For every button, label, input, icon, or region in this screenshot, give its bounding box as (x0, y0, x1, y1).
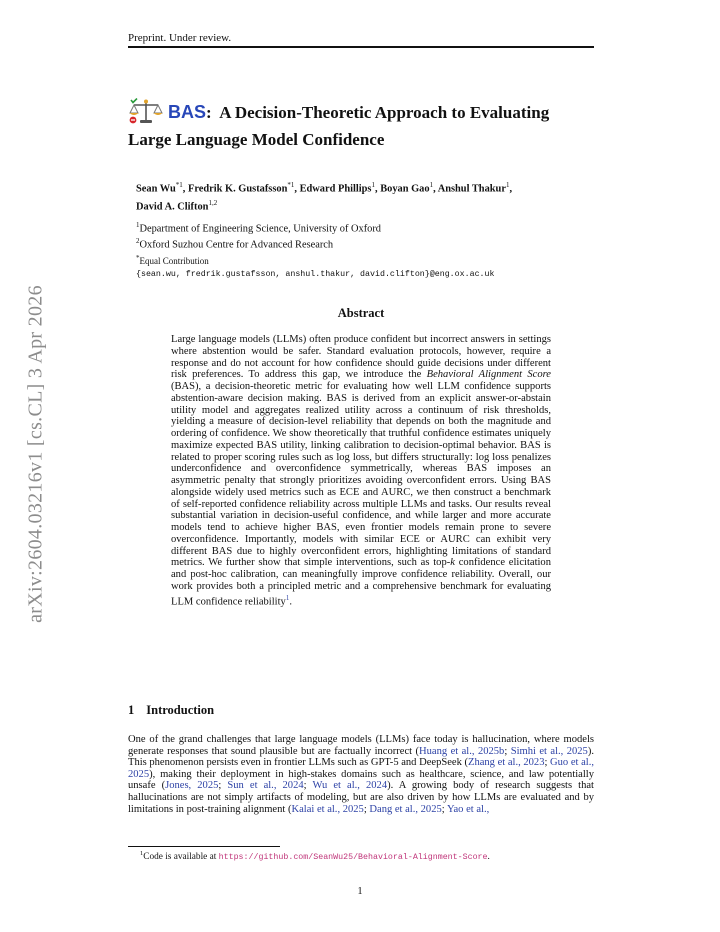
introduction-body: One of the grand challenges that large language models (LLMs) face today is hallucination, where models generate responses that sound plausible but are factually incorrect (Huang et al., 2025b; Simhi et al., 2025). This phenomenon persists even in frontier LLMs such as GPT-5 and DeepSeek (Zhang et al., 2023; Guo et al., 2025), making their deployment in high-stakes domains such as healthcare, science, and law potentially unsafe (Jones, 2025; Sun et al., 2024; Wu et al., 2024). A growing body of research suggests that hallucinations are not simply artifacts of modeling, but are also driven by how LLMs are evaluated and by limitations in post-training alignment (Kalai et al., 2025; Dang et al., 2025; Yao et al., (128, 734, 594, 815)
author-name: Fredrik K. Gustafsson (187, 183, 288, 195)
citation-link[interactable]: Zhang et al., 2023 (468, 757, 545, 769)
author-name: Boyan Gao (380, 183, 430, 195)
section-heading-introduction: 1 Introduction (128, 703, 215, 717)
footnote: $^1$Code is available at https://github.com/SeanWu25/Behavioral-Alignment-Score. (140, 850, 490, 863)
citation-link[interactable]: Wu et al., 2024 (312, 780, 388, 792)
affiliations (136, 219, 596, 281)
citation-link[interactable]: Kalai et al., 2025 (291, 803, 364, 815)
author-list: Sean Wu$^{*1}$, Fredrik K. Gustafsson$^{*1}$, Edward Phillips$^1$, Boyan Gao$^1$, Anshul Thakur$^1$, David A. Clifton$^{1,2}$ (136, 181, 513, 213)
arxiv-stamp: arXiv:2604.03216v1 [cs.CL] 3 Apr 2026 (24, 285, 47, 623)
header-rule (128, 46, 594, 48)
scales-logo-icon (128, 98, 164, 124)
author-name: Anshul Thakur (437, 183, 506, 195)
affiliation-line: *Equal Contribution (136, 253, 209, 266)
author-name: David A. Clifton (136, 201, 209, 213)
footnote-rule (128, 846, 280, 847)
abstract-heading: Abstract (337, 306, 385, 320)
paper-title: BAS: A Decision-Theoretic Approach to Evaluating Large Language Model Confidence (128, 98, 598, 153)
author-name: Edward Phillips (299, 183, 372, 195)
affiliation-line: $^2$Oxford Suzhou Centre for Advanced Research (136, 237, 334, 251)
author-name: Sean Wu (136, 183, 176, 195)
citation-link[interactable]: Yao et al., (446, 803, 490, 815)
email-line: {sean.wu, fredrik.gustafsson, anshul.thakur, david.clifton}@eng.ox.ac.uk (136, 269, 495, 279)
title-line-2: Large Language Model Confidence (128, 130, 385, 149)
page-number: 1 (357, 886, 363, 897)
citation-link[interactable]: Jones, 2025 (165, 780, 219, 792)
title-line-1: A Decision-Theoretic Approach to Evaluating (219, 103, 550, 122)
footnote-marker[interactable]: 1 (285, 593, 290, 602)
bas-acronym: BAS (168, 102, 207, 122)
citation-link[interactable]: Dang et al., 2025 (369, 803, 442, 815)
citation-link[interactable]: Guo et al., 2025 (128, 757, 594, 780)
citation-link[interactable]: Simhi et al., 2025 (510, 745, 588, 757)
citation-link[interactable]: Sun et al., 2024 (227, 780, 304, 792)
abstract-body: Large language models (LLMs) often produce confident but incorrect answers in settings where abstention would be safer. Standard evaluation protocols, however, require a response and do not account for how confidence should guide decisions under different risk preferences. To address this gap, we introduce the Behavioral Alignment Score (BAS), a decision-theoretic metric for evaluating how well LLM confidence supports abstention-aware decision making. BAS is derived from an explicit answer-or-abstain utility model and aggregates realized utility across a continuum of risk thresholds, yielding a measure of decision-level reliability that depends on both the magnitude and ordering of confidence. We show theoretically that truthful confidence estimates uniquely maximize expected BAS utility, linking calibration to decision-optimal behavior. BAS is related to proper scoring rules such as log loss, but differs structurally: log loss penalizes underconfidence and overconfidence symmetrically, whereas BAS imposes an asymmetric penalty that strongly prioritizes avoiding overconfident errors. Using BAS alongside widely used metrics such as ECE and AURC, we then construct a benchmark of self-reported confidence reliability across multiple LLMs and tasks. Our results reveal substantial variation in decision-useful confidence, and while larger and more accurate models tend to achieve higher BAS, even frontier models remain prone to severe overconfidence. Importantly, models with similar ECE or AURC can exhibit very different BAS due to highly overconfident errors, highlighting limitations of standard metrics. We further show that simple interventions, such as top-k confidence elicitation and post-hoc calibration, can meaningfully improve confidence reliability. Overall, our work provides both a principled metric and a comprehensive benchmark for evaluating LLM confidence reliability$^1$. (171, 334, 551, 608)
affiliation-line: $^1$Department of Engineering Science, University of Oxford (136, 221, 382, 235)
code-url-link[interactable]: https://github.com/SeanWu25/Behavioral-Alignment-Score (218, 853, 488, 863)
running-header: Preprint. Under review. (128, 32, 232, 44)
citation-link[interactable]: Huang et al., 2025b (419, 745, 505, 757)
